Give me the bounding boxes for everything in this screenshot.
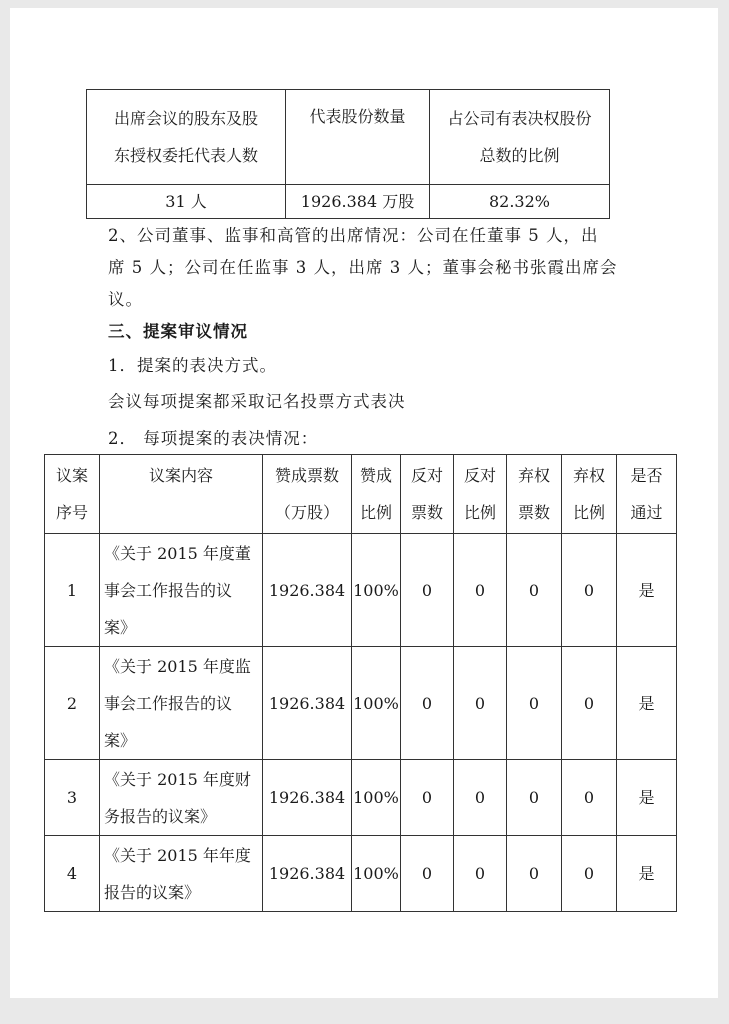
header-against-ratio (454, 455, 507, 534)
header-line: 比例 (572, 503, 605, 522)
attendance-header-row (87, 90, 610, 185)
header-shares (286, 90, 430, 185)
header-passed (617, 455, 677, 534)
against-votes: 0 (401, 760, 454, 836)
vote-table (44, 454, 677, 912)
attendance-table (86, 89, 610, 219)
header-line: 比例 (463, 503, 496, 522)
content-line: 《关于 2015 年度财 (104, 769, 251, 789)
vote-header-row (45, 455, 677, 534)
content-line: 《关于 2015 年度监 (104, 656, 251, 676)
header-line: 议案内容 (148, 466, 213, 485)
proposal-no: 1 (45, 534, 100, 647)
content-line: 务报告的议案》 (104, 806, 217, 826)
header-ratio (430, 90, 610, 185)
passed: 是 (617, 836, 677, 912)
document-page (10, 8, 718, 998)
header-line: 票数 (410, 503, 443, 522)
abstain-ratio: 0 (562, 534, 617, 647)
header-line: 出席会议的股东及股 (113, 109, 258, 128)
content-line: 《关于 2015 年年度 (104, 845, 251, 865)
proposal-content (100, 836, 263, 912)
abstain-votes: 0 (507, 836, 562, 912)
table-row (45, 647, 677, 760)
header-abstain-ratio (562, 455, 617, 534)
header-attendees (87, 90, 286, 185)
item-2: 2． 每项提案的表决情况： (108, 429, 319, 448)
for-votes: 1926.384 (263, 647, 352, 760)
abstain-votes: 0 (507, 534, 562, 647)
table-row (45, 534, 677, 647)
abstain-ratio: 0 (562, 760, 617, 836)
content-line: 报告的议案》 (104, 882, 201, 902)
abstain-votes: 0 (507, 647, 562, 760)
against-ratio: 0 (454, 534, 507, 647)
header-against-votes (401, 455, 454, 534)
content-line: 事会工作报告的议 (104, 580, 233, 600)
voting-method: 会议每项提案都采取记名投票方式表决 (108, 392, 406, 411)
header-proposal-content (100, 455, 263, 534)
header-line: 比例 (359, 503, 392, 522)
header-line: 议案 (55, 466, 88, 485)
passed: 是 (617, 760, 677, 836)
header-line: 代表股份数量 (309, 107, 406, 126)
table-row (45, 836, 677, 912)
shares-count: 1926.384 万股 (286, 185, 430, 219)
proposal-content (100, 760, 263, 836)
for-votes: 1926.384 (263, 760, 352, 836)
content-line: 《关于 2015 年度董 (104, 543, 251, 563)
header-line: 反对 (410, 466, 443, 485)
for-ratio: 100% (352, 836, 401, 912)
table-row (45, 760, 677, 836)
against-votes: 0 (401, 647, 454, 760)
header-line: 票数 (517, 503, 550, 522)
header-for-ratio (352, 455, 401, 534)
abstain-ratio: 0 (562, 647, 617, 760)
for-ratio: 100% (352, 534, 401, 647)
header-line: 东授权委托代表人数 (113, 146, 258, 165)
content-line: 案》 (104, 617, 137, 637)
for-votes: 1926.384 (263, 534, 352, 647)
para-2-line-1: 2、公司董事、监事和高管的出席情况：公司在任董事 5 人，出 (108, 226, 599, 245)
item-1: 1．提案的表决方式。 (108, 356, 277, 375)
header-line: 总数的比例 (479, 146, 560, 165)
header-line: 占公司有表决权股份 (447, 109, 592, 128)
for-votes: 1926.384 (263, 836, 352, 912)
against-votes: 0 (401, 836, 454, 912)
header-proposal-no (45, 455, 100, 534)
content-line: 事会工作报告的议 (104, 693, 233, 713)
attendees-count: 31 人 (87, 185, 286, 219)
proposal-no: 3 (45, 760, 100, 836)
header-for-votes (263, 455, 352, 534)
content-line: 案》 (104, 730, 137, 750)
header-line: 赞成票数 (274, 466, 339, 485)
header-line: 通过 (630, 503, 663, 522)
header-line: （万股） (274, 503, 339, 522)
against-ratio: 0 (454, 836, 507, 912)
for-ratio: 100% (352, 647, 401, 760)
attendance-value-row (87, 185, 610, 219)
header-line: 弃权 (517, 466, 550, 485)
against-ratio: 0 (454, 760, 507, 836)
against-ratio: 0 (454, 647, 507, 760)
proposal-no: 4 (45, 836, 100, 912)
header-line: 序号 (55, 503, 88, 522)
proposal-content (100, 647, 263, 760)
header-line: 弃权 (572, 466, 605, 485)
header-line: 反对 (463, 466, 496, 485)
abstain-votes: 0 (507, 760, 562, 836)
section-3-title: 三、提案审议情况 (108, 322, 248, 341)
against-votes: 0 (401, 534, 454, 647)
abstain-ratio: 0 (562, 836, 617, 912)
for-ratio: 100% (352, 760, 401, 836)
header-line: 是否 (630, 466, 663, 485)
passed: 是 (617, 647, 677, 760)
shares-ratio: 82.32% (430, 185, 610, 219)
para-2-line-2: 席 5 人；公司在任监事 3 人，出席 3 人；董事会秘书张霞出席会 (108, 258, 618, 277)
proposal-content (100, 534, 263, 647)
header-line: 赞成 (359, 466, 392, 485)
para-2-line-3: 议。 (108, 290, 143, 309)
passed: 是 (617, 534, 677, 647)
proposal-no: 2 (45, 647, 100, 760)
header-abstain-votes (507, 455, 562, 534)
